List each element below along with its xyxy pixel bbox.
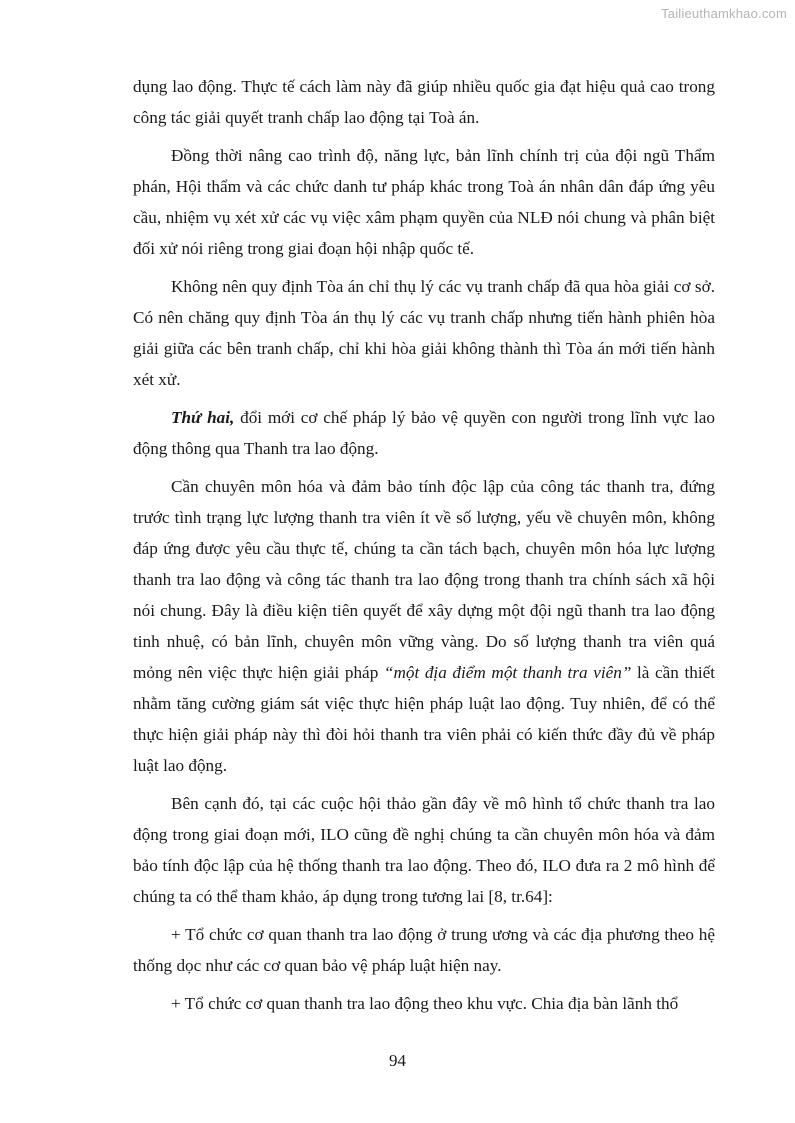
paragraph-4-text: đổi mới cơ chế pháp lý bảo vệ quyền con người trong lĩnh vực lao động thông qua Thanh tra lao động. [133,408,715,458]
paragraph-4 [133,402,715,464]
watermark-text: Tailieuthamkhao.com [661,6,787,21]
page-number: 94 [389,1051,406,1070]
document-body [133,71,715,1026]
paragraph-8: + Tổ chức cơ quan thanh tra lao động theo khu vực. Chia địa bàn lãnh thổ [171,994,679,1013]
paragraph-5-text-b: là cần thiết nhằm tăng cường giám sát việc thực hiện pháp luật lao động. Tuy nhiên, để có thể thực hiện giải pháp này thì đòi hỏi thanh tra viên phải có kiến thức đầy đủ về pháp luật lao động. [133,663,715,775]
paragraph-2: Đồng thời nâng cao trình độ, năng lực, bản lĩnh chính trị của đội ngũ Thẩm phán, Hội thẩm và các chức danh tư pháp khác trong Toà án nhân dân đáp ứng yêu cầu, nhiệm vụ xét xử các vụ việc xâm phạm quyền của NLĐ nói chung và phân biệt đối xử nói riêng trong giai đoạn hội nhập quốc tế. [133,146,715,258]
paragraph-5-text-a: Cần chuyên môn hóa và đảm bảo tính độc lập của công tác thanh tra, đứng trước tình trạng lực lượng thanh tra viên ít về số lượng, yếu về chuyên môn, không đáp ứng được yêu cầu thực tế, chúng ta cần tách bạch, chuyên môn hóa lực lượng thanh tra lao động và công tác thanh tra lao động trong thanh tra chính sách xã hội nói chung. Đây là điều kiện tiên quyết để xây dựng một đội ngũ thanh tra lao động tinh nhuệ, có bản lĩnh, chuyên môn vững vàng. Do số lượng thanh tra viên quá mỏng nên việc thực hiện giải pháp [133,477,715,682]
paragraph-5 [133,471,715,781]
paragraph-6: Bên cạnh đó, tại các cuộc hội thảo gần đây về mô hình tổ chức thanh tra lao động trong giai đoạn mới, ILO cũng đề nghị chúng ta cần chuyên môn hóa và đảm bảo tính độc lập của hệ thống thanh tra lao động. Theo đó, ILO đưa ra 2 mô hình để chúng ta có thể tham khảo, áp dụng trong tương lai [8, tr.64]: [133,794,715,906]
section-lead: Thứ hai, [171,408,235,427]
paragraph-7: + Tổ chức cơ quan thanh tra lao động ở trung ương và các địa phương theo hệ thống dọc như các cơ quan bảo vệ pháp luật hiện nay. [133,925,715,975]
paragraph-3: Không nên quy định Tòa án chỉ thụ lý các vụ tranh chấp đã qua hòa giải cơ sở. Có nên chăng quy định Tòa án thụ lý các vụ tranh chấp nhưng tiến hành phiên hòa giải giữa các bên tranh chấp, chỉ khi hòa giải không thành thì Tòa án mới tiến hành xét xử. [133,277,715,389]
paragraph-1: dụng lao động. Thực tế cách làm này đã giúp nhiều quốc gia đạt hiệu quả cao trong công tác giải quyết tranh chấp lao động tại Toà án. [133,77,715,127]
quoted-solution: “một địa điểm một thanh tra viên” [383,663,632,682]
